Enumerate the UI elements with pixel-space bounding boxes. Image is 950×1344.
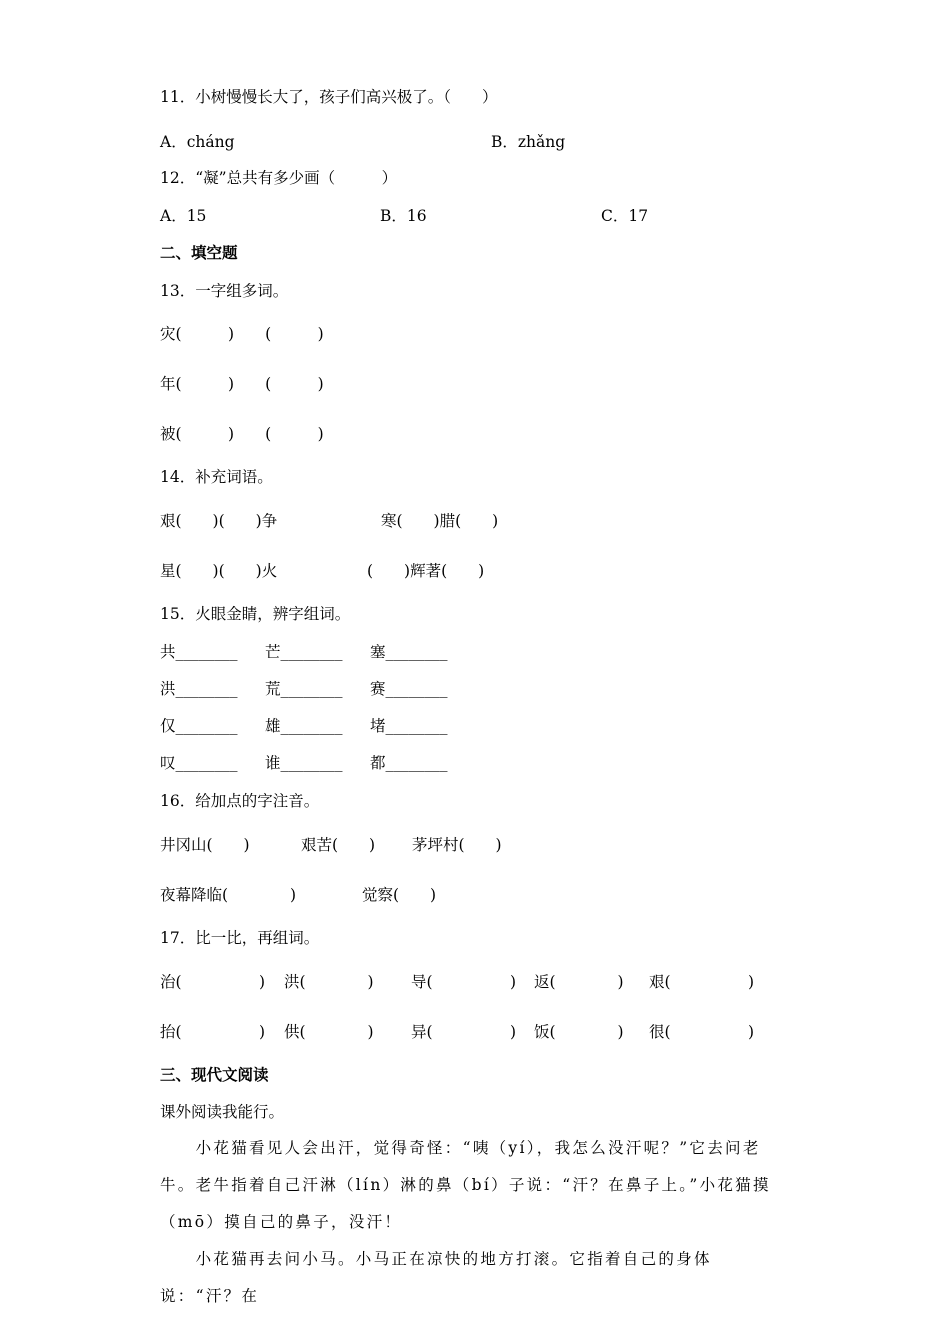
q14-blank: 寒( )腊( ) <box>381 512 499 530</box>
q17-item: 艰( ) <box>649 973 755 991</box>
q14-blank: 星( )( )火 <box>160 562 278 580</box>
q15-cell: 叹________ <box>160 754 238 772</box>
q15-cell: 塞________ <box>370 643 448 661</box>
q13-row: 被( ) ( ) <box>160 425 324 443</box>
q14-text: 14．补充词语。 <box>160 468 273 486</box>
q15-cell: 都________ <box>370 754 448 772</box>
section-3-heading: 三、现代文阅读 <box>160 1066 269 1084</box>
q15-cell: 荒________ <box>265 680 343 698</box>
q16-item: 夜幕降临( ) <box>160 886 297 904</box>
section-2-heading: 二、填空题 <box>160 244 238 262</box>
q16-item: 觉察( ) <box>362 886 437 904</box>
q17-item: 饭( ) <box>534 1023 624 1041</box>
q13-row: 灾( ) ( ) <box>160 325 324 343</box>
q12-text: 12．“凝”总共有多少画（ ） <box>160 169 398 187</box>
q15-cell: 洪________ <box>160 680 238 698</box>
q17-item: 导( ) <box>411 973 517 991</box>
q16-item: 艰苦( ) <box>301 836 376 854</box>
reading-intro: 课外阅读我能行。 <box>160 1103 285 1121</box>
q16-text: 16．给加点的字注音。 <box>160 792 320 810</box>
q17-item: 返( ) <box>534 973 624 991</box>
q14-blank: ( )辉著( ) <box>367 562 485 580</box>
q16-item: 井冈山( ) <box>160 836 250 854</box>
q15-cell: 赛________ <box>370 680 448 698</box>
q15-text: 15．火眼金睛，辨字组词。 <box>160 605 351 623</box>
reading-body <box>160 1130 790 1315</box>
q17-item: 供( ) <box>284 1023 374 1041</box>
q17-item: 洪( ) <box>284 973 374 991</box>
q12-option-a: A．15 <box>160 207 207 225</box>
q15-cell: 共________ <box>160 643 238 661</box>
q11-text: 11．小树慢慢长大了，孩子们高兴极了。（ ） <box>160 88 498 106</box>
q15-cell: 雄________ <box>265 717 343 735</box>
reading-paragraph-1: 小花猫看见人会出汗，觉得奇怪：“咦（yí），我怎么没汗呢？”它去问老牛。老牛指着自己汗淋（lín）淋的鼻（bí）子说：“汗？在鼻子上。”小花猫摸（mō）摸自己的鼻子，没汗！ <box>160 1139 771 1231</box>
q17-item: 异( ) <box>411 1023 517 1041</box>
q11-option-a: A．cháng <box>160 133 235 151</box>
q14-blank: 艰( )( )争 <box>160 512 278 530</box>
q13-text: 13．一字组多词。 <box>160 282 289 300</box>
q16-item: 茅坪村( ) <box>412 836 502 854</box>
q12-option-c: C．17 <box>601 207 649 225</box>
q15-cell: 谁________ <box>265 754 343 772</box>
q15-cell: 堵________ <box>370 717 448 735</box>
q17-item: 治( ) <box>160 973 266 991</box>
q17-text: 17．比一比，再组词。 <box>160 929 320 947</box>
q17-item: 抬( ) <box>160 1023 266 1041</box>
q17-item: 很( ) <box>649 1023 755 1041</box>
q12-option-b: B．16 <box>380 207 427 225</box>
q13-row: 年( ) ( ) <box>160 375 324 393</box>
q15-cell: 芒________ <box>265 643 343 661</box>
q11-option-b: B．zhǎng <box>491 133 566 151</box>
q15-cell: 仅________ <box>160 717 238 735</box>
reading-paragraph-2: 小花猫再去问小马。小马正在凉快的地方打滚。它指着自己的身体说：“汗？在 <box>160 1250 712 1305</box>
